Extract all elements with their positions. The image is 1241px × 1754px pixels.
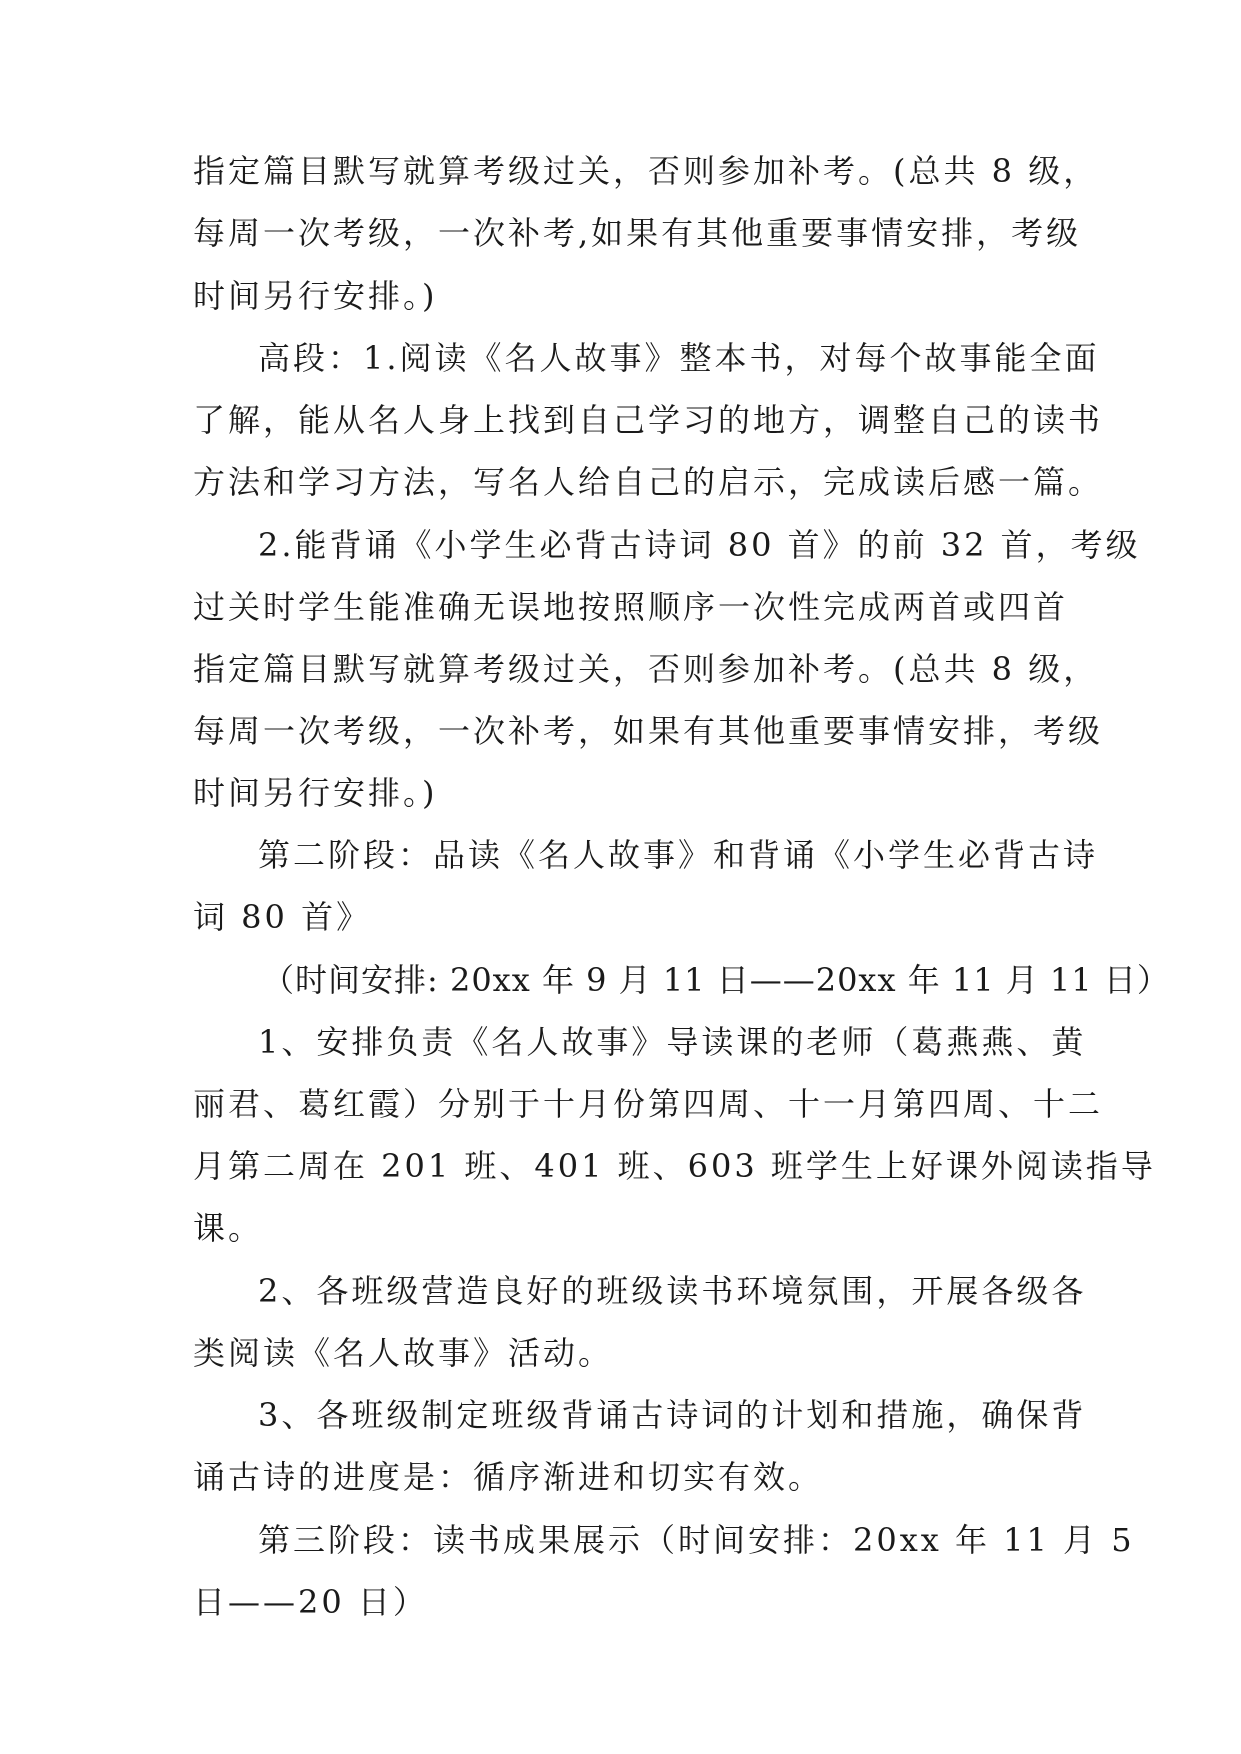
text-line: 过关时学生能准确无误地按照顺序一次性完成两首或四首	[193, 588, 1069, 626]
text-line: 每周一次考级，一次补考,如果有其他重要事情安排，考级	[193, 214, 1082, 252]
text-line: 课。	[193, 1209, 264, 1247]
text-line: 指定篇目默写就算考级过关，否则参加补考。(总共 8 级，	[193, 152, 1099, 190]
text-line: 丽君、葛红霞）分别于十月份第四周、十一月第四周、十二	[193, 1085, 1104, 1123]
text-line: （时间安排: 20xx 年 9 月 11 日——20xx 年 11 月 11 日）	[262, 961, 1170, 999]
text-line: 时间另行安排。)	[193, 277, 438, 315]
text-line: 词 80 首》	[193, 898, 372, 936]
text-line: 3、各班级制定班级背诵古诗词的计划和措施，确保背	[258, 1396, 1087, 1434]
text-line: 2.能背诵《小学生必背古诗词 80 首》的前 32 首，考级	[258, 526, 1141, 564]
text-line: 方法和学习方法，写名人给自己的启示，完成读后感一篇。	[193, 463, 1104, 501]
text-line: 月第二周在 201 班、401 班、603 班学生上好课外阅读指导	[193, 1147, 1156, 1185]
text-line: 每周一次考级，一次补考，如果有其他重要事情安排，考级	[193, 712, 1104, 750]
text-line: 第二阶段：品读《名人故事》和背诵《小学生必背古诗	[258, 836, 1099, 874]
text-line: 2、各班级营造良好的班级读书环境氛围，开展各级各	[258, 1272, 1087, 1310]
text-line: 了解，能从名人身上找到自己学习的地方，调整自己的读书	[193, 401, 1104, 439]
text-line: 高段：1.阅读《名人故事》整本书，对每个故事能全面	[258, 339, 1100, 377]
text-line: 日——20 日）	[193, 1583, 428, 1621]
text-line: 类阅读《名人故事》活动。	[193, 1334, 614, 1372]
text-line: 1、安排负责《名人故事》导读课的老师（葛燕燕、黄	[258, 1023, 1087, 1061]
text-line: 指定篇目默写就算考级过关，否则参加补考。(总共 8 级，	[193, 650, 1099, 688]
text-line: 诵古诗的进度是：循序渐进和切实有效。	[193, 1458, 824, 1496]
text-line: 第三阶段：读书成果展示（时间安排：20xx 年 11 月 5	[258, 1521, 1135, 1559]
text-line: 时间另行安排。)	[193, 774, 438, 812]
